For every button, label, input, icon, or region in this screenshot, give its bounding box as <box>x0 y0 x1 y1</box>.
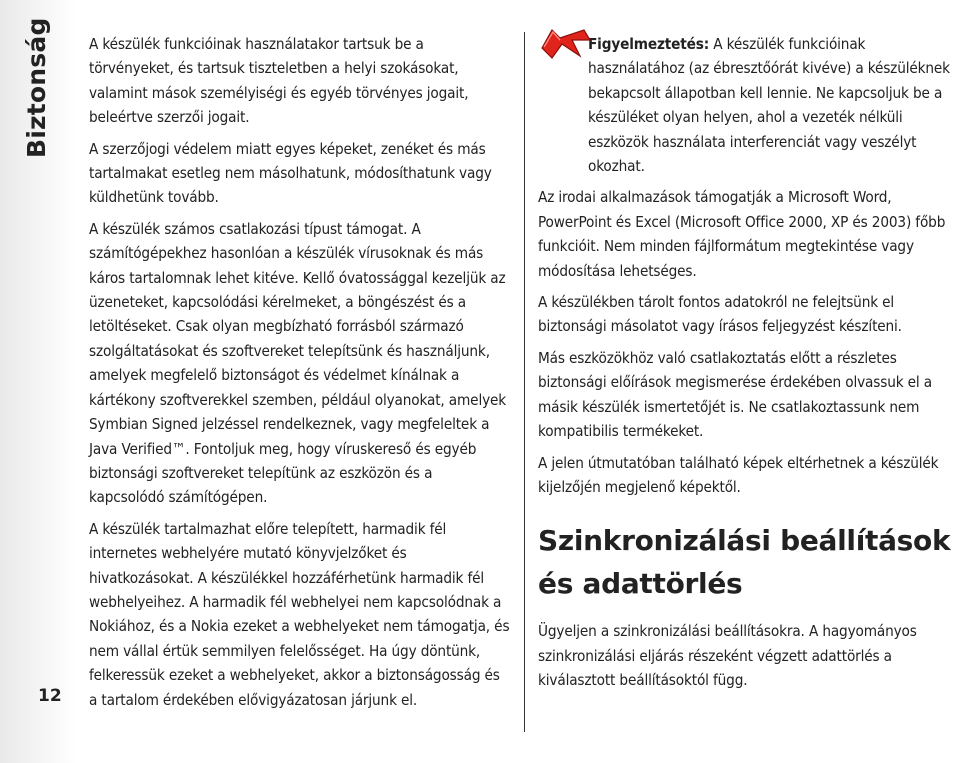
paragraph-office-apps: Az irodai alkalmazások támogatják a Microsoft Word, PowerPoint és Excel (Microsoft Office 2000, XP és 2003) főbb funkcióit. Nem minden fájlformátum megtekintése vagy módosítása lehetséges. <box>538 188 946 280</box>
warning-icon <box>538 28 594 60</box>
left-column <box>89 32 511 719</box>
paragraph-copyright: A szerzőjogi védelem miatt egyes képeket, zenéket és más tartalmakat esetleg nem másolhatunk, módosíthatunk vagy küldhetünk tovább. <box>89 139 492 207</box>
section-title: Biztonság <box>22 17 51 158</box>
right-column <box>538 32 960 700</box>
paragraph-sync-settings: Ügyeljen a szinkronizálási beállításokra. A hagyományos szinkronizálási eljárás részeként végzett adattörlés a kiválasztott beállításoktól függ. <box>538 622 917 690</box>
paragraph-connectivity-security: A készülék számos csatlakozási típust támogat. A számítógépekhez hasonlóan a készülék vírusoknak és más káros tartalomnak lehet kitéve. Kellő óvatossággal kezeljük az üzeneteket, kapcsolódási kérelmeket, a böngészést és a letöltéseket. Csak olyan megbízható forrásból származó szolgáltatásokat és szoftvereket telepítsünk és használjunk, amelyek megfelelő biztonságot és védelmet kínálnak a kártékony szoftverekkel szemben, például olyanokat, amelyek Symbian Signed jelzéssel rendelkeznek, vagy megfeleltek a Java Verified™. Fontoljuk meg, hogy víruskereső és egyéb biztonsági szoftvereket telepítünk az eszközön és a kapcsolódó számítógépen. <box>89 219 507 507</box>
section-heading: Szinkronizálási beállítások és adattörlés <box>538 524 951 601</box>
paragraph-laws: A készülék funkcióinak használatakor tartsuk be a törvényeket, és tartsuk tiszteletben a helyi szokásokat, valamint mások személyiségi és egyéb törvényes jogait, beleértve szerzői jogait. <box>89 35 469 127</box>
paragraph-backup: A készülékben tárolt fontos adatokról ne felejtsünk el biztonsági másolatot vagy írásos feljegyzést készíteni. <box>538 293 902 336</box>
paragraph-other-devices: Más eszközökhöz való csatlakoztatás előtt a részletes biztonsági előírások megismerése érdekében olvassuk el a másik készülék ismertetőjét is. Ne csatlakoztassunk nem kompatibilis termékeket. <box>538 348 932 441</box>
warning-paragraph <box>538 32 960 178</box>
warning-text: A készülék funkcióinak használatához (az ébresztőórát kivéve) a készüléknek bekapcsolt állapotban kell lennie. Ne kapcsoljuk be a készüléket olyan helyen, ahol a vezeték nélküli eszközök használata interferenciát vagy veszélyt okozhat. <box>588 35 950 176</box>
warning-label: Figyelmeztetés: <box>588 35 710 53</box>
column-divider <box>524 32 525 732</box>
paragraph-images-note: A jelen útmutatóban található képek eltérhetnek a készülék kijelzőjén megjelenő képektől. <box>538 453 939 496</box>
paragraph-third-party-sites: A készülék tartalmazhat előre telepített, harmadik fél internetes webhelyére mutató könyvjelzőket és hivatkozásokat. A készülékkel hozzáférhetünk harmadik fél webhelyeihez. A harmadik fél webhelyei nem kapcsolódnak a Nokiához, és a Nokia ezeket a webhelyeket nem támogatja, és nem vállal értük semmilyen felelősséget. Ha úgy döntünk, felkeressük ezeket a webhelyeket, akkor a biztonságosság és a tartalom érdekében elővigyázatosan járjunk el. <box>89 519 510 709</box>
sidebar <box>0 0 76 763</box>
page-number: 12 <box>38 686 62 706</box>
